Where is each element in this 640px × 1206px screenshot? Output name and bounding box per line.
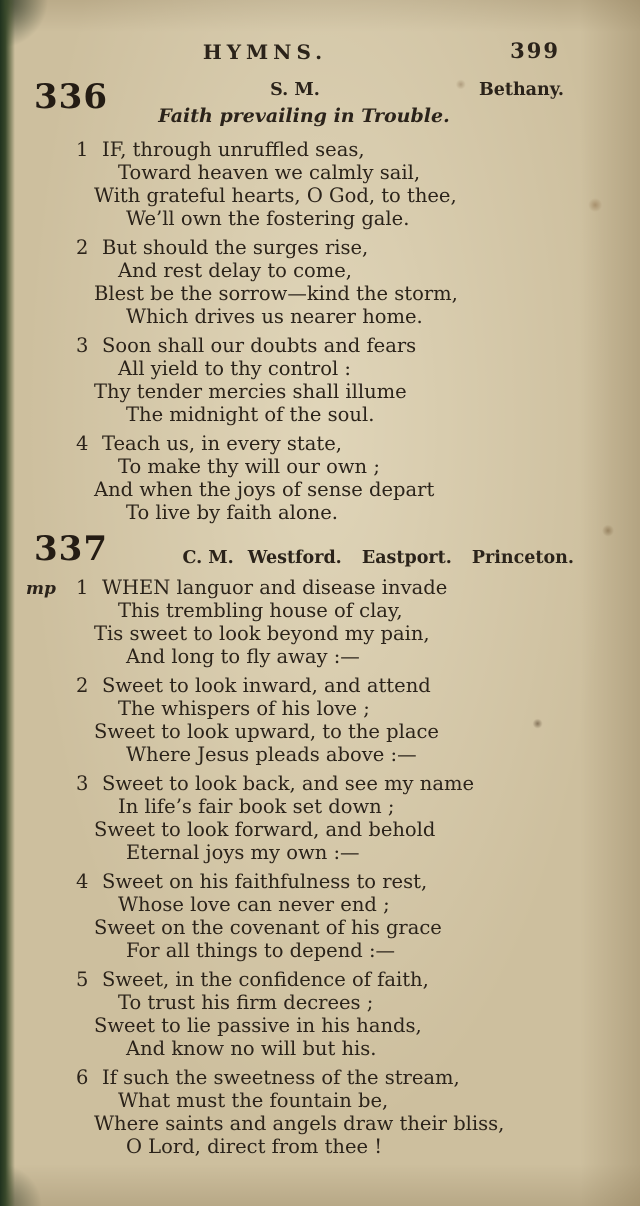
verse-line: The whispers of his love ; [118,697,370,720]
verse [76,772,632,864]
verse-number: 1 [76,138,89,161]
hymn-337 [0,530,640,1158]
verse-line: Whose love can never end ; [118,893,390,916]
verse-line-text: Soon shall our doubts and fears [102,334,417,357]
verse-line: With grateful hearts, O God, to thee, [94,184,457,207]
verse-number: 1 [76,576,89,599]
verse [76,674,632,766]
verse-line [76,236,632,259]
meter-row [182,548,574,568]
verse-line-text: If such the sweetness of the stream, [102,1066,460,1089]
page-header [0,0,640,80]
verse-number: 4 [76,432,89,455]
verse [76,1066,632,1158]
verse-line: What must the fountain be, [118,1089,389,1112]
verse-line: Toward heaven we calmly sail, [118,161,421,184]
page-number: 399 [510,38,560,63]
verse-line: And know no will but his. [126,1037,377,1060]
verse-line: Blest be the sorrow—kind the storm, [94,282,458,305]
verse-line-text: IF, through unruffled seas, [102,138,365,161]
verse-line: To live by faith alone. [126,501,338,524]
verse-number: 4 [76,870,89,893]
tune-name: Bethany. [478,80,564,100]
hymn-title: Faith prevailing in Trouble. [158,105,450,127]
page-title: HYMNS. [202,40,328,64]
verse-line: Which drives us nearer home. [126,305,423,328]
verse-line [76,334,632,357]
verse-line: Sweet to look forward, and behold [94,818,436,841]
verse-line: Where saints and angels draw their bliss, [94,1112,505,1135]
verse-line-text: Sweet to look inward, and attend [102,674,431,697]
verse-line: For all things to depend :— [126,939,396,962]
verse-line [76,870,632,893]
hymn-number: 336 [34,77,108,117]
verse-line: Where Jesus pleads above :— [126,743,417,766]
verse-line: In life’s fair book set down ; [118,795,395,818]
verse-line-text: Sweet, in the confidence of faith, [102,968,429,991]
verse [76,236,632,328]
verse-line: O Lord, direct from thee ! [126,1135,383,1158]
meter-row [0,80,640,102]
hymn-336 [0,77,640,524]
verse-number: 3 [76,772,89,795]
verse-line-text: Teach us, in every state, [102,432,342,455]
page-edge-shadow [0,0,15,1206]
hymn-header [0,77,640,138]
verse [76,870,632,962]
meter-label: S. M. [270,80,320,100]
verse-line [76,138,632,161]
verse-line: Tis sweet to look beyond my pain, [94,622,430,645]
verse-list [0,138,640,524]
verse-line: The midnight of the soul. [126,403,375,426]
verse-line: To make thy will our own ; [118,455,380,478]
verse-line [76,576,632,599]
verse-line-text: WHEN languor and disease invade [102,576,448,599]
verse-line-text: But should the surges rise, [102,236,369,259]
verse-number: 6 [76,1066,89,1089]
verse-line-text: Sweet on his faithfulness to rest, [102,870,428,893]
verse-line [76,968,632,991]
verse [76,138,632,230]
verse-line [76,674,632,697]
verse-line [76,772,632,795]
verse-line: To trust his firm decrees ; [118,991,374,1014]
verse-line: All yield to thy control : [118,357,351,380]
tune-names: Westford. Eastport. Princeton. [247,548,574,568]
hymn-number: 337 [34,529,108,569]
verse-line: And long to fly away :— [126,645,360,668]
verse-line: Eternal joys my own :— [126,841,360,864]
verse-line: And rest delay to come, [118,259,352,282]
verse-line: We’ll own the fostering gale. [126,207,410,230]
verse-line: Sweet to lie passive in his hands, [94,1014,422,1037]
verse-line [76,1066,632,1089]
verse-line: This trembling house of clay, [118,599,403,622]
verse [76,432,632,524]
verse [76,334,632,426]
verse-line: And when the joys of sense depart [94,478,435,501]
hymn-header [0,530,640,576]
dynamic-marking: mp [26,579,56,599]
verse-line [76,432,632,455]
verse-line-text: Sweet to look back, and see my name [102,772,474,795]
meter-label: C. M. [182,548,234,568]
verse-number: 2 [76,236,89,259]
verse-number: 2 [76,674,89,697]
verse-line: Sweet to look upward, to the place [94,720,439,743]
verse-line: Thy tender mercies shall illume [94,380,407,403]
verse-line: Sweet on the covenant of his grace [94,916,442,939]
verse-number: 3 [76,334,89,357]
verse [76,968,632,1060]
verse-list [0,576,640,1158]
verse-number: 5 [76,968,89,991]
verse [76,576,632,668]
